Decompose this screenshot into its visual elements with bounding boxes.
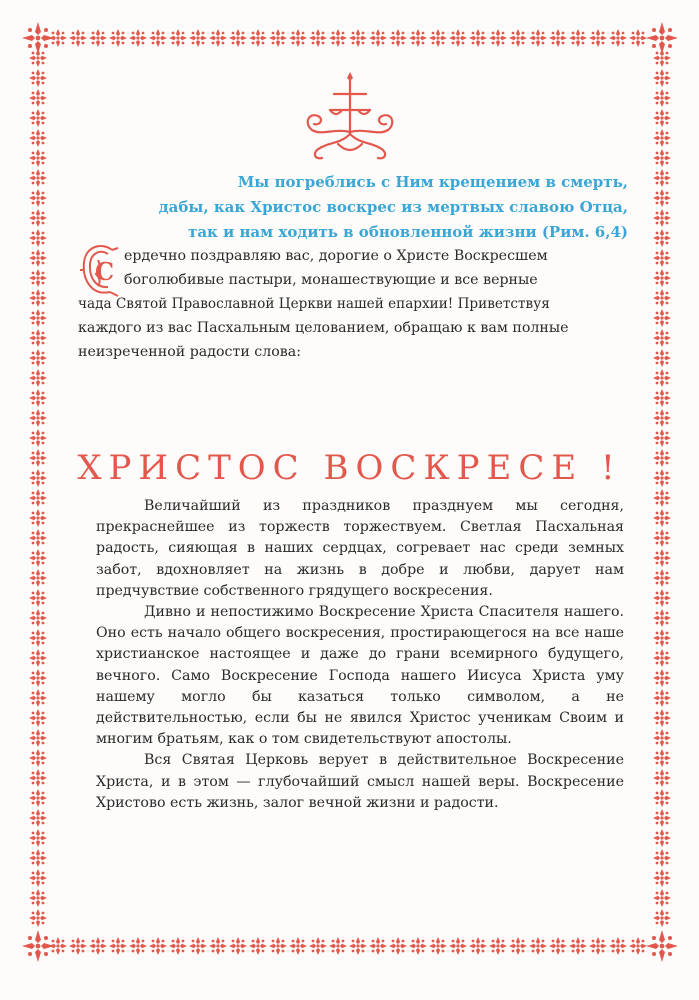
border-corner-bl <box>22 930 54 962</box>
epigraph-line: дабы, как Христос воскрес из мертвых славою Отца, <box>158 198 628 216</box>
border-ornament <box>489 937 507 955</box>
body-paragraph: Величайший из праздников празднуем мы сегодня, прекраснейшее из торжеств торжествуем. Светлая Пасхальная радость, сияющая в наших сердцах, согревает нас среди земных забот, вдохновляет на жизнь в добре и любви, дарует нам предчувствие собственного грядущего воскресения. <box>96 498 624 599</box>
border-ornament <box>489 29 507 47</box>
border-ornament <box>29 129 47 147</box>
border-ornament <box>29 589 47 607</box>
border-ornament <box>29 909 47 927</box>
border-ornament <box>653 249 671 267</box>
border-ornament <box>29 869 47 887</box>
border-ornament <box>29 849 47 867</box>
border-ornament <box>249 29 267 47</box>
epigraph-line: Мы погреблись с Ним крещением в смерть, <box>237 173 628 191</box>
border-ornament <box>609 937 627 955</box>
border-ornament <box>653 869 671 887</box>
intro-line: каждого из вас Пасхальным целованием, обращаю к вам полные <box>78 320 569 336</box>
border-ornament <box>369 937 387 955</box>
border-ornament <box>89 29 107 47</box>
border-ornament <box>653 129 671 147</box>
border-ornament <box>29 489 47 507</box>
border-ornament <box>29 549 47 567</box>
border-ornament <box>389 29 407 47</box>
page-title: ХРИСТОС ВОСКРЕСЕ ! <box>77 448 622 488</box>
border-ornament <box>629 937 647 955</box>
border-ornament <box>209 29 227 47</box>
intro-line: неизреченной радости слова: <box>78 344 302 360</box>
border-ornament <box>29 109 47 127</box>
border-ornament <box>29 709 47 727</box>
border-ornament <box>653 429 671 447</box>
border-ornament <box>29 349 47 367</box>
border-ornament <box>653 109 671 127</box>
border-ornament <box>529 29 547 47</box>
border-ornament <box>653 589 671 607</box>
border-ornament <box>653 349 671 367</box>
border-ornament <box>149 29 167 47</box>
border-ornament <box>29 769 47 787</box>
border-ornament <box>653 149 671 167</box>
border-ornament <box>29 889 47 907</box>
border-ornament <box>609 29 627 47</box>
border-ornament <box>189 29 207 47</box>
border-ornament <box>29 569 47 587</box>
border-ornament <box>349 937 367 955</box>
border-ornament <box>209 937 227 955</box>
border-ornament <box>29 69 47 87</box>
border-ornament <box>653 229 671 247</box>
border-ornament <box>653 549 671 567</box>
border-ornament <box>653 169 671 187</box>
border-ornament <box>653 409 671 427</box>
border-ornament <box>129 937 147 955</box>
border-ornament <box>29 649 47 667</box>
border-ornament <box>653 849 671 867</box>
border-ornament <box>29 529 47 547</box>
border-ornament <box>569 937 587 955</box>
body-paragraph: Вся Святая Церковь верует в действительное Воскресение Христа, и в этом — глубочайший смысл нашей веры. Воскресение Христово есть жизнь, залог вечной жизни и радости. <box>96 752 624 811</box>
border-ornament <box>129 29 147 47</box>
intro-line: чада Святой Православной Церкви нашей епархии! Приветствуя <box>78 296 550 312</box>
border-ornament <box>229 29 247 47</box>
intro-line: ердечно поздравляю вас, дорогие о Христе Воскресшем <box>124 248 548 264</box>
border-ornament <box>29 729 47 747</box>
border-ornament <box>29 369 47 387</box>
border-ornament <box>29 289 47 307</box>
border-ornament <box>653 909 671 927</box>
border-ornament <box>653 289 671 307</box>
border-ornament <box>653 809 671 827</box>
border-ornament <box>29 789 47 807</box>
border-ornament <box>429 29 447 47</box>
border-ornament <box>29 389 47 407</box>
drop-cap-letter: С <box>95 257 115 286</box>
border-ornament <box>653 269 671 287</box>
border-corner-tr <box>646 22 678 54</box>
border-ornament <box>653 749 671 767</box>
border-ornament <box>29 149 47 167</box>
border-ornament <box>169 937 187 955</box>
border-ornament <box>349 29 367 47</box>
border-ornament <box>369 29 387 47</box>
border-ornament <box>29 249 47 267</box>
border-ornament <box>309 937 327 955</box>
border-ornament <box>229 937 247 955</box>
border-ornament <box>109 29 127 47</box>
border-ornament <box>469 937 487 955</box>
border-ornament <box>653 489 671 507</box>
border-ornament <box>653 69 671 87</box>
body-paragraph: Дивно и непостижимо Воскресение Христа Спасителя нашего. Оно есть начало общего воскресения, простирающегося на все наше христианское настоящее и даже до грани всемирного будущего, вечного. Само Воскресение Господа нашего Иисуса Христа уму нашему могло бы казаться только символом, а не действительностью, если бы не явился Христос ученикам Своим и многим братьям, как о том свидетельствуют апостолы. <box>96 604 624 748</box>
border-ornament <box>289 29 307 47</box>
border-ornament <box>189 937 207 955</box>
border-ornament <box>653 189 671 207</box>
border-ornament <box>389 937 407 955</box>
border-ornament <box>653 709 671 727</box>
border-ornament <box>29 809 47 827</box>
border-ornament <box>409 29 427 47</box>
border-ornament <box>529 937 547 955</box>
border-ornament <box>653 789 671 807</box>
border-ornament <box>69 29 87 47</box>
border-ornament <box>29 329 47 347</box>
border-ornament <box>29 269 47 287</box>
epigraph <box>150 170 628 245</box>
border-ornament <box>149 937 167 955</box>
border-ornament <box>269 937 287 955</box>
border-ornament <box>653 729 671 747</box>
border-ornament <box>449 29 467 47</box>
border-ornament <box>653 309 671 327</box>
border-ornament <box>469 29 487 47</box>
border-ornament <box>309 29 327 47</box>
border-ornament <box>29 609 47 627</box>
border-ornament <box>653 509 671 527</box>
border-ornament <box>653 769 671 787</box>
border-ornament <box>29 309 47 327</box>
border-ornament <box>409 937 427 955</box>
border-ornament <box>449 937 467 955</box>
border-ornament <box>29 749 47 767</box>
border-ornament <box>329 29 347 47</box>
border-ornament <box>29 409 47 427</box>
border-ornament <box>289 937 307 955</box>
border-ornament <box>29 189 47 207</box>
border-ornament <box>653 629 671 647</box>
border-ornament <box>169 29 187 47</box>
border-ornament <box>653 669 671 687</box>
border-ornament <box>29 689 47 707</box>
border-corner-tl <box>22 22 54 54</box>
border-ornament <box>653 389 671 407</box>
border-ornament <box>589 29 607 47</box>
border-ornament <box>29 629 47 647</box>
intro-line: боголюбивые пастыри, монашествующие и все верные <box>124 272 538 288</box>
border-ornament <box>509 937 527 955</box>
border-ornament <box>29 429 47 447</box>
border-ornament <box>549 29 567 47</box>
border-ornament <box>653 209 671 227</box>
epigraph-line: так и нам ходить в обновленной жизни (Рим. 6,4) <box>188 223 628 241</box>
border-ornament <box>653 89 671 107</box>
greeting-intro <box>78 244 626 364</box>
border-ornament <box>29 669 47 687</box>
border-ornament <box>89 937 107 955</box>
border-ornament <box>653 889 671 907</box>
border-ornament <box>269 29 287 47</box>
border-ornament <box>29 89 47 107</box>
border-ornament <box>109 937 127 955</box>
border-ornament <box>29 229 47 247</box>
border-ornament <box>329 937 347 955</box>
border-ornament <box>653 689 671 707</box>
border-ornament <box>249 937 267 955</box>
message-body <box>96 496 624 814</box>
border-ornament <box>589 937 607 955</box>
border-ornament <box>653 329 671 347</box>
border-ornament <box>29 209 47 227</box>
border-ornament <box>629 29 647 47</box>
border-ornament <box>653 649 671 667</box>
border-ornament <box>569 29 587 47</box>
border-ornament <box>69 937 87 955</box>
border-ornament <box>29 169 47 187</box>
border-ornament <box>429 937 447 955</box>
border-ornament <box>653 829 671 847</box>
border-ornament <box>509 29 527 47</box>
cross-ornament-icon <box>290 72 410 164</box>
border-ornament <box>29 509 47 527</box>
border-corner-br <box>646 930 678 962</box>
border-ornament <box>549 937 567 955</box>
border-ornament <box>29 829 47 847</box>
border-ornament <box>653 369 671 387</box>
border-ornament <box>653 609 671 627</box>
border-ornament <box>653 529 671 547</box>
border-ornament <box>653 569 671 587</box>
